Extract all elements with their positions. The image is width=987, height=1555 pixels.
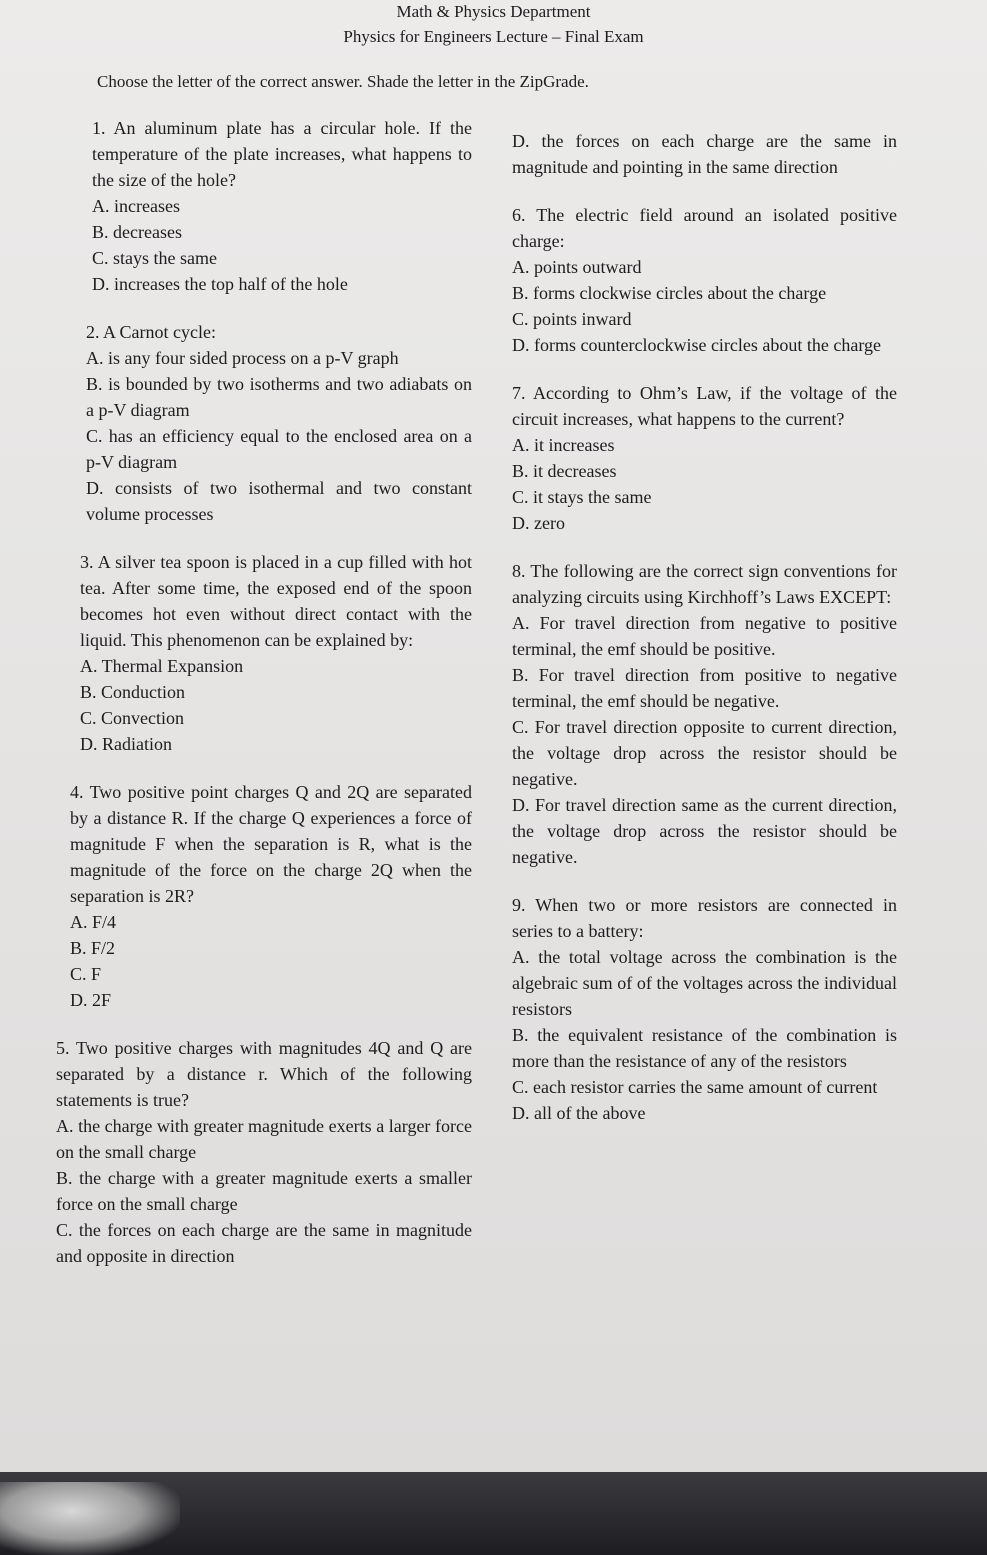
option-b: B. F/2 bbox=[70, 938, 116, 958]
question-stem: 3. A silver tea spoon is placed in a cup filled with hot tea. After some time, the exposed end of the spoon becomes hot even without direct contact with the liquid. This phenomenon can be explained by: bbox=[80, 552, 472, 650]
question-5 bbox=[52, 1035, 472, 1269]
option-d: D. forms counterclockwise circles about the charge bbox=[512, 335, 882, 355]
question-stem: 8. The following are the correct sign conventions for analyzing circuits using Kirchhoff’s Laws EXCEPT: bbox=[512, 561, 897, 607]
option-d: D. the forces on each charge are the same in magnitude and pointing in the same direction bbox=[512, 131, 897, 177]
question-stem: 5. Two positive charges with magnitudes 4Q and Q are separated by a distance r. Which of the following statements is true? bbox=[56, 1038, 472, 1110]
question-stem: 9. When two or more resistors are connected in series to a battery: bbox=[512, 895, 897, 941]
option-d: D. Radiation bbox=[80, 734, 172, 754]
question-6 bbox=[512, 202, 897, 358]
option-c: C. has an efficiency equal to the enclosed area on a p-V diagram bbox=[86, 426, 472, 472]
option-a: A. Thermal Expansion bbox=[80, 656, 244, 676]
option-b: B. is bounded by two isotherms and two adiabats on a p-V diagram bbox=[86, 374, 472, 420]
option-a: A. For travel direction from negative to positive terminal, the emf should be positive. bbox=[512, 613, 897, 659]
question-5-continued bbox=[512, 128, 897, 180]
option-b: B. the equivalent resistance of the combination is more than the resistance of any of the resistors bbox=[512, 1025, 897, 1071]
question-stem: 2. A Carnot cycle: bbox=[86, 322, 216, 342]
option-a: A. the total voltage across the combination is the algebraic sum of of the voltages across the individual resistors bbox=[512, 947, 897, 1019]
question-stem: 4. Two positive point charges Q and 2Q are separated by a distance R. If the charge Q experiences a force of magnitude F when the separation is R, what is the magnitude of the force on the charge 2Q when the separation is 2R? bbox=[70, 782, 472, 906]
option-c: C. the forces on each charge are the same in magnitude and opposite in direction bbox=[56, 1220, 472, 1266]
option-c: C. points inward bbox=[512, 309, 632, 329]
option-d: D. all of the above bbox=[512, 1103, 646, 1123]
option-a: A. increases bbox=[92, 196, 180, 216]
option-c: C. Convection bbox=[80, 708, 184, 728]
option-b: B. the charge with a greater magnitude exerts a smaller force on the small charge bbox=[56, 1168, 472, 1214]
exam-title: Physics for Engineers Lecture – Final Exam bbox=[343, 27, 644, 46]
option-a: A. the charge with greater magnitude exerts a larger force on the small charge bbox=[56, 1116, 472, 1162]
left-column bbox=[52, 115, 472, 1291]
question-stem: 7. According to Ohm’s Law, if the voltage of the circuit increases, what happens to the current? bbox=[512, 383, 897, 429]
question-4 bbox=[52, 779, 472, 1013]
background-reflection bbox=[0, 1482, 180, 1555]
question-7 bbox=[512, 380, 897, 536]
option-b: B. forms clockwise circles about the charge bbox=[512, 283, 827, 303]
option-a: A. is any four sided process on a p-V graph bbox=[86, 348, 399, 368]
option-d: D. consists of two isothermal and two constant volume processes bbox=[86, 478, 472, 524]
option-c: C. it stays the same bbox=[512, 487, 652, 507]
option-d: D. increases the top half of the hole bbox=[92, 274, 348, 294]
question-8 bbox=[512, 558, 897, 870]
question-stem: 1. An aluminum plate has a circular hole. If the temperature of the plate increases, what happens to the size of the hole? bbox=[92, 118, 472, 190]
option-d: D. For travel direction same as the current direction, the voltage drop across the resistor should be negative. bbox=[512, 795, 897, 867]
question-3 bbox=[52, 549, 472, 757]
option-c: C. For travel direction opposite to current direction, the voltage drop across the resistor should be negative. bbox=[512, 717, 897, 789]
right-column bbox=[512, 128, 897, 1148]
option-a: A. it increases bbox=[512, 435, 615, 455]
question-1 bbox=[52, 115, 472, 297]
option-a: A. F/4 bbox=[70, 912, 117, 932]
option-b: B. decreases bbox=[92, 222, 182, 242]
option-c: C. stays the same bbox=[92, 248, 217, 268]
question-2 bbox=[52, 319, 472, 527]
department-title: Math & Physics Department bbox=[396, 2, 591, 21]
instructions: Choose the letter of the correct answer. Shade the letter in the ZipGrade. bbox=[97, 72, 589, 91]
option-b: B. For travel direction from positive to negative terminal, the emf should be negative. bbox=[512, 665, 897, 711]
option-c: C. each resistor carries the same amount of current bbox=[512, 1077, 878, 1097]
option-d: D. 2F bbox=[70, 990, 112, 1010]
option-b: B. it decreases bbox=[512, 461, 617, 481]
option-d: D. zero bbox=[512, 513, 565, 533]
option-c: C. F bbox=[70, 964, 102, 984]
question-9 bbox=[512, 892, 897, 1126]
option-b: B. Conduction bbox=[80, 682, 186, 702]
option-a: A. points outward bbox=[512, 257, 642, 277]
question-stem: 6. The electric field around an isolated positive charge: bbox=[512, 205, 897, 251]
